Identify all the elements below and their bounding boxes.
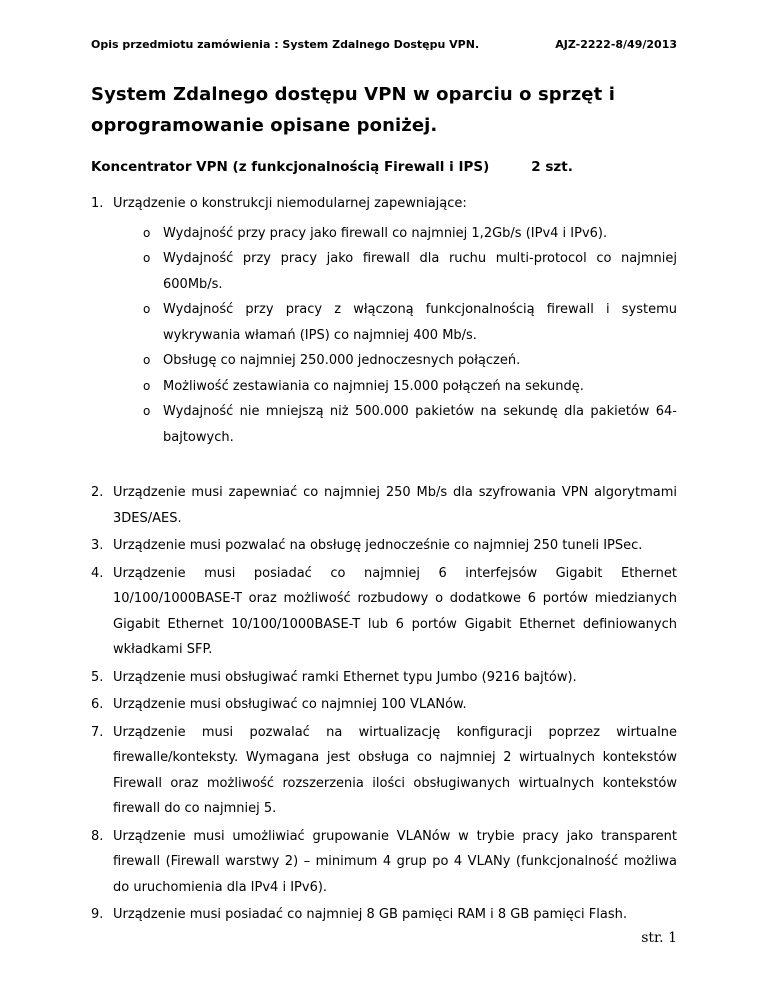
list-item-number: 1. [91,196,104,211]
list-item-number: 7. [91,724,104,740]
sub-item-text: Obsługę co najmniej 250.000 jednoczesnych połączeń. [163,353,521,368]
list-item-text: Urządzenie musi posiadać co najmniej 8 GB pamięci RAM i 8 GB pamięci Flash. [113,907,628,922]
list-item [91,191,677,217]
page-number: str. 1 [641,930,677,946]
list-item-text: Urządzenie musi obsługiwać co najmniej 100 VLANów. [113,697,467,712]
list-item-number: 3. [91,538,104,553]
section-heading-text: Koncentrator VPN (z funkcjonalnością Firewall i IPS) [91,159,490,175]
list-item-text: Urządzenie o konstrukcji niemodularnej zapewniające: [113,196,467,211]
list-item-text: Urządzenie musi posiadać co najmniej 6 interfejsów Gigabit Ethernet 10/100/1000BASE-T oraz możliwość rozbudowy o dodatkowe 6 portów miedzianych Gigabit Ethernet 10/100/1000BASE-T lub 6 portów Gigabit Ethernet definiowanych wkładkami SFP. [113,565,677,657]
list-item [91,533,677,559]
list-item [91,561,677,663]
sub-item [143,297,677,348]
list-item-number: 9. [91,907,104,922]
list-item-number: 2. [91,485,104,500]
section-quantity: 2 szt. [531,159,573,175]
sub-item-text: Wydajność nie mniejszą niż 500.000 pakietów na sekundę dla pakietów 64-bajtowych. [163,404,677,445]
sub-item [143,374,677,400]
header-reference-number: AJZ-2222-8/49/2013 [555,38,677,51]
sub-item [143,399,677,450]
document-title: System Zdalnego dostępu VPN w oparciu o sprzęt i oprogramowanie opisane poniżej. [91,84,615,136]
sub-item [143,348,677,374]
bullet-marker: o [143,302,151,316]
list-item [91,720,677,822]
list-item [91,480,677,531]
page-footer [641,930,677,946]
sub-item [143,246,677,297]
sub-item-list [143,221,677,451]
list-item-text: Urządzenie musi obsługiwać ramki Ethernet typu Jumbo (9216 bajtów). [113,669,577,685]
bullet-marker: o [143,378,151,393]
section-heading [91,159,677,175]
list-item-number: 8. [91,828,104,844]
header-left-text: Opis przedmiotu zamówienia : System Zdalnego Dostępu VPN. [91,38,480,51]
page-header [91,38,677,51]
list-item-text: Urządzenie musi umożliwiać grupowanie VLANów w trybie pracy jako transparent firewall (Firewall warstwy 2) – minimum 4 grup po 4 VLANy (funkcjonalność możliwa do uruchomienia dla IPv4 i IPv6). [113,828,677,895]
bullet-marker: o [143,353,151,367]
bullet-marker: o [143,251,151,265]
list-item [91,824,677,901]
list-item-text: Urządzenie musi pozwalać na wirtualizację konfiguracji poprzez wirtualne firewalle/konteksty. Wymagana jest obsługa co najmniej 2 wirtualnych kontekstów Firewall oraz możliwość rozszerzenia ilości obsługiwanych wirtualnych kontekstów firewall do co najmniej 5. [113,724,677,816]
sub-item [143,221,677,247]
list-item-number: 6. [91,697,104,712]
sub-item-text: Możliwość zestawiania co najmniej 15.000 połączeń na sekundę. [163,378,584,394]
list-item [91,665,677,691]
list-item-number: 4. [91,565,104,581]
requirements-list [91,191,677,928]
bullet-marker: o [143,404,151,418]
list-item-number: 5. [91,669,104,685]
list-item-text: Urządzenie musi pozwalać na obsługę jednocześnie co najmniej 250 tuneli IPSec. [113,538,643,553]
sub-item-text: Wydajność przy pracy jako firewall co najmniej 1,2Gb/s (IPv4 i IPv6). [163,225,608,241]
list-item-text: Urządzenie musi zapewniać co najmniej 250 Mb/s dla szyfrowania VPN algorytmami 3DES/AES. [113,485,677,526]
list-item [91,692,677,718]
list-item [91,902,677,928]
sub-item-text: Wydajność przy pracy jako firewall dla ruchu multi-protocol co najmniej 600Mb/s. [163,251,677,292]
bullet-marker: o [143,225,151,240]
sub-item-text: Wydajność przy pracy z włączoną funkcjonalnością firewall i systemu wykrywania włamań (IPS) co najmniej 400 Mb/s. [163,302,677,343]
